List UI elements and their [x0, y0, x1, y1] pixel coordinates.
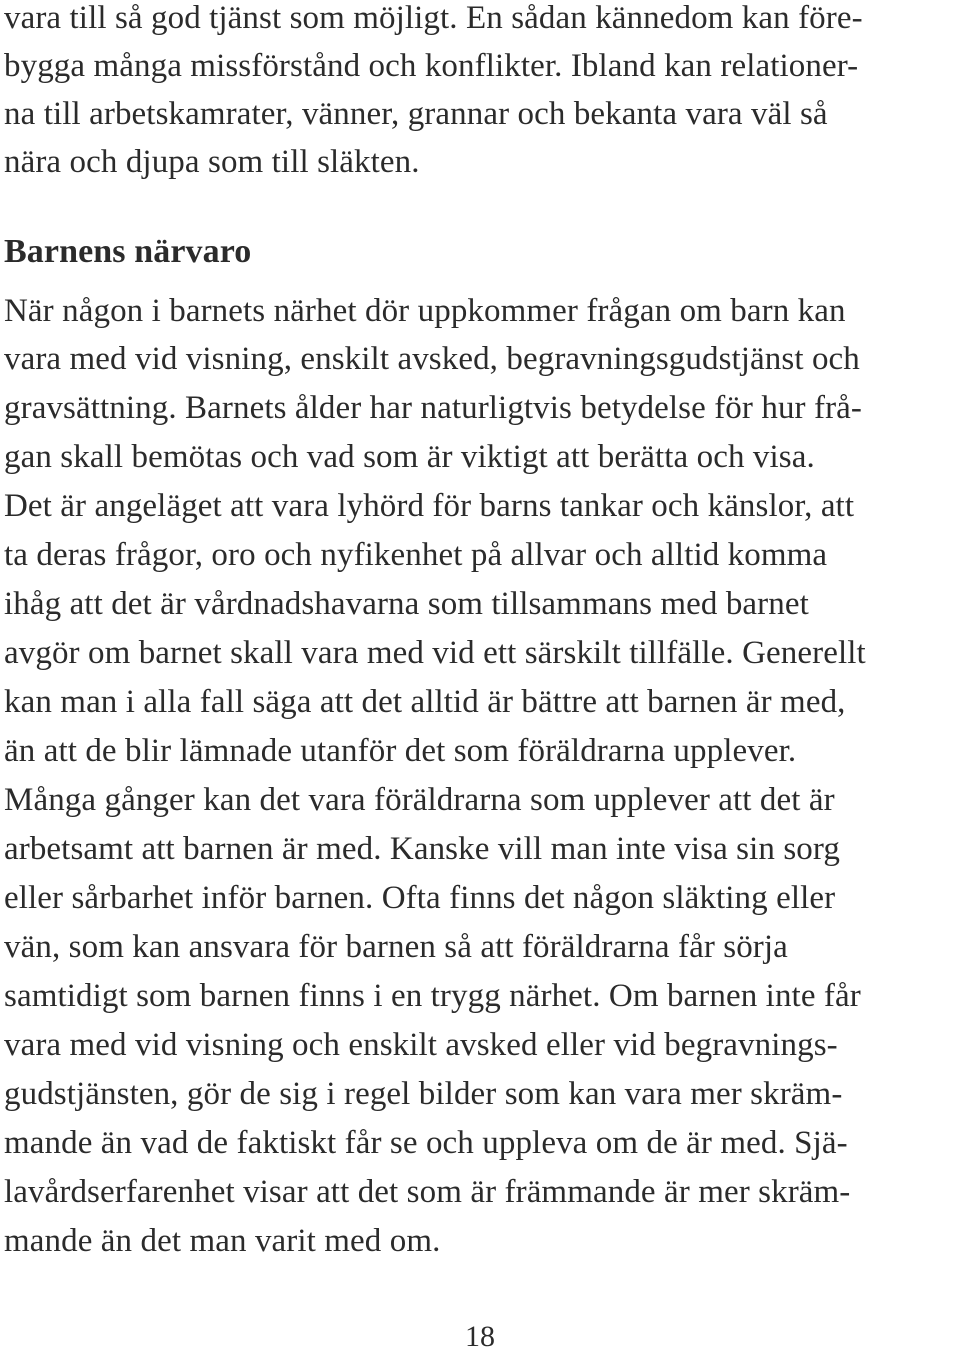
section-heading: Barnens närvaro — [4, 233, 252, 270]
body-line: lavårdserfarenhet visar att det som är främmande är mer skräm- — [4, 1174, 851, 1210]
body-line: avgör om barnet skall vara med vid ett särskilt tillfälle. Generellt — [4, 635, 866, 671]
body-line: gravsättning. Barnets ålder har naturligtvis betydelse för hur frå- — [4, 390, 862, 426]
body-line: mande än det man varit med om. — [4, 1223, 441, 1259]
body-line: ta deras frågor, oro och nyfikenhet på allvar och alltid komma — [4, 537, 828, 573]
intro-line: vara till så god tjänst som möjligt. En sådan kännedom kan före- — [4, 0, 863, 36]
body-line: Många gånger kan det vara föräldrarna som upplever att det är — [4, 782, 835, 818]
body-line: kan man i alla fall säga att det alltid är bättre att barnen är med, — [4, 684, 846, 720]
body-line: gan skall bemötas och vad som är viktigt att berätta och visa. — [4, 439, 815, 475]
body-line: vän, som kan ansvara för barnen så att föräldrarna får sörja — [4, 929, 788, 965]
intro-line: na till arbetskamrater, vänner, grannar och bekanta vara väl så — [4, 96, 828, 132]
body-line: arbetsamt att barnen är med. Kanske vill man inte visa sin sorg — [4, 831, 840, 867]
body-line: än att de blir lämnade utanför det som föräldrarna upplever. — [4, 733, 797, 769]
body-line: Det är angeläget att vara lyhörd för barns tankar och känslor, att — [4, 488, 855, 524]
body-line: vara med vid visning, enskilt avsked, begravningsgudstjänst och — [4, 341, 860, 377]
page-number: 18 — [465, 1320, 495, 1353]
body-line: samtidigt som barnen finns i en trygg närhet. Om barnen inte får — [4, 978, 861, 1014]
body-line: När någon i barnets närhet dör uppkommer frågan om barn kan — [4, 293, 846, 329]
intro-line: bygga många missförstånd och konflikter. Ibland kan relationer- — [4, 48, 859, 84]
body-line: eller sårbarhet inför barnen. Ofta finns det någon släkting eller — [4, 880, 836, 916]
body-line: mande än vad de faktiskt får se och uppleva om de är med. Sjä- — [4, 1125, 848, 1161]
body-line: gudstjänsten, gör de sig i regel bilder som kan vara mer skräm- — [4, 1076, 843, 1112]
body-line: vara med vid visning och enskilt avsked eller vid begravnings- — [4, 1027, 838, 1063]
intro-line: nära och djupa som till släkten. — [4, 144, 420, 180]
body-line: ihåg att det är vårdnadshavarna som tillsammans med barnet — [4, 586, 809, 622]
